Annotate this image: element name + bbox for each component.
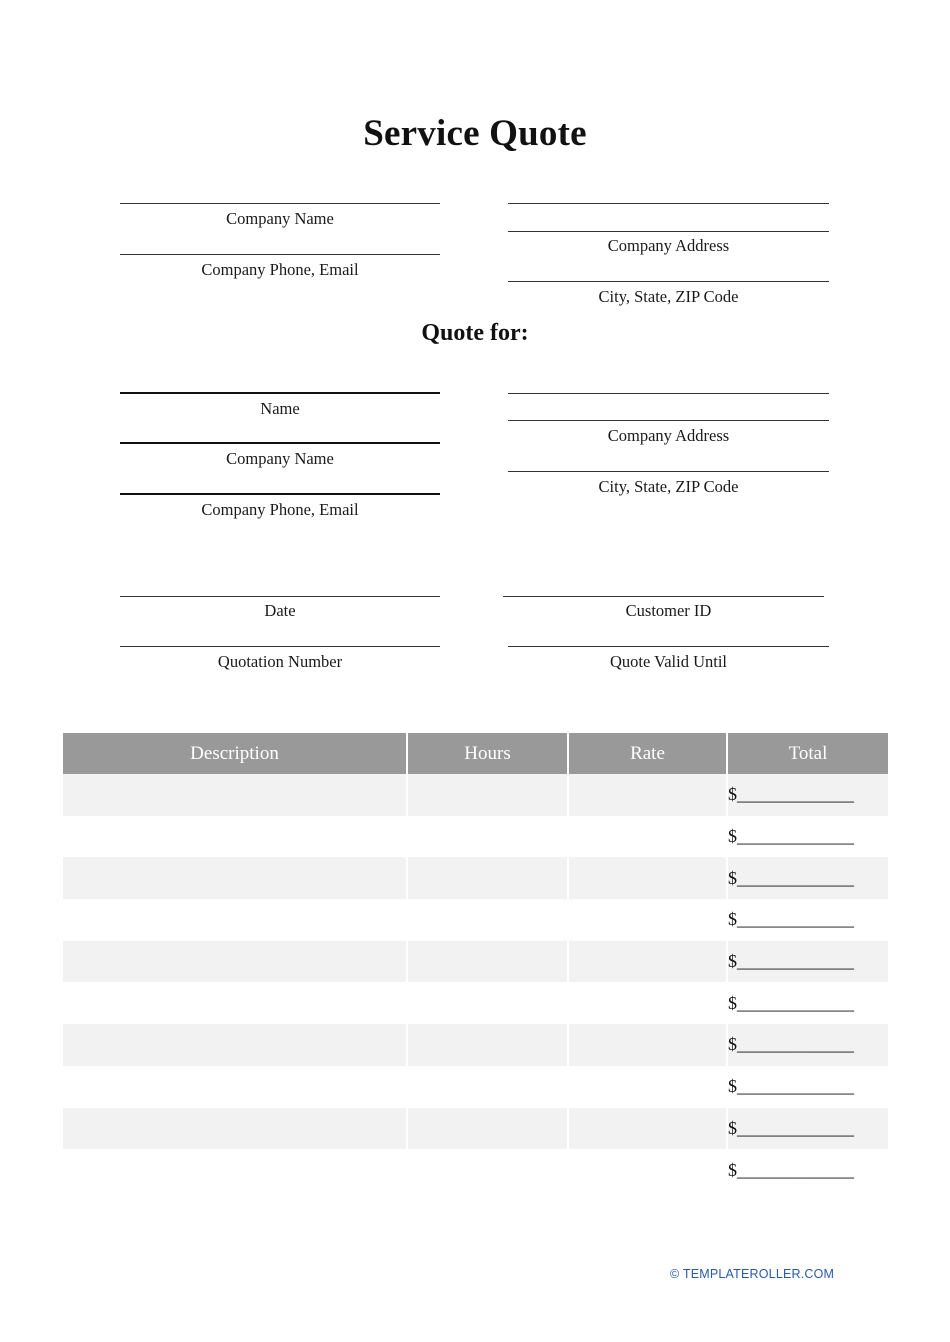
table-row bbox=[63, 1024, 888, 1066]
client-name-line[interactable] bbox=[120, 392, 440, 394]
header-rate: Rate bbox=[568, 733, 727, 774]
table-row bbox=[63, 1108, 888, 1150]
date-label: Date bbox=[264, 601, 296, 620]
customer-id-label: Customer ID bbox=[625, 601, 712, 620]
rate-cell[interactable] bbox=[568, 941, 727, 983]
total-cell[interactable]: $_____________ bbox=[728, 826, 854, 847]
company-name-label: Company Name bbox=[226, 209, 334, 228]
table-header-row bbox=[63, 733, 888, 774]
client-address-line-2[interactable] bbox=[508, 420, 829, 421]
rate-cell[interactable] bbox=[568, 774, 727, 816]
quotation-number-line[interactable] bbox=[120, 646, 440, 647]
total-cell[interactable]: $_____________ bbox=[727, 774, 888, 816]
table-row bbox=[63, 1066, 888, 1108]
total-cell[interactable]: $_____________ bbox=[727, 1108, 888, 1150]
customer-id-line[interactable] bbox=[503, 596, 824, 597]
company-phone-label: Company Phone, Email bbox=[201, 260, 359, 279]
table-row bbox=[63, 1149, 888, 1191]
header-hours: Hours bbox=[407, 733, 568, 774]
company-address-label: Company Address bbox=[607, 236, 730, 255]
company-city-line[interactable] bbox=[508, 281, 829, 282]
rate-cell[interactable] bbox=[568, 982, 727, 1024]
hours-cell[interactable] bbox=[407, 1108, 568, 1150]
header-total: Total bbox=[727, 733, 888, 774]
valid-until-label: Quote Valid Until bbox=[609, 652, 728, 671]
total-cell[interactable]: $_____________ bbox=[728, 909, 854, 930]
description-cell[interactable] bbox=[63, 816, 407, 858]
table-row bbox=[63, 816, 888, 858]
table-row bbox=[63, 941, 888, 983]
rate-cell[interactable] bbox=[568, 1108, 727, 1150]
client-phone-line[interactable] bbox=[120, 493, 440, 495]
description-cell[interactable] bbox=[63, 774, 407, 816]
hours-cell[interactable] bbox=[407, 774, 568, 816]
description-cell[interactable] bbox=[63, 1108, 407, 1150]
table-row bbox=[63, 982, 888, 1024]
total-cell[interactable]: $_____________ bbox=[727, 857, 888, 899]
client-name-label: Name bbox=[260, 399, 300, 418]
description-cell[interactable] bbox=[63, 1024, 407, 1066]
total-cell[interactable]: $_____________ bbox=[728, 1076, 854, 1097]
company-city-label: City, State, ZIP Code bbox=[598, 287, 739, 306]
description-cell[interactable] bbox=[63, 941, 407, 983]
total-cell[interactable]: $_____________ bbox=[727, 1024, 888, 1066]
date-line[interactable] bbox=[120, 596, 440, 597]
total-cell[interactable]: $_____________ bbox=[727, 941, 888, 983]
items-table bbox=[63, 733, 888, 1191]
client-city-label: City, State, ZIP Code bbox=[598, 477, 739, 496]
hours-cell[interactable] bbox=[407, 857, 568, 899]
hours-cell[interactable] bbox=[407, 1024, 568, 1066]
hours-cell[interactable] bbox=[407, 982, 568, 1024]
client-address-line-1[interactable] bbox=[508, 393, 829, 394]
client-company-label: Company Name bbox=[226, 449, 334, 468]
company-phone-line[interactable] bbox=[120, 254, 440, 255]
page-title: Service Quote bbox=[363, 113, 587, 154]
quote-for-heading: Quote for: bbox=[421, 320, 529, 346]
company-name-line[interactable] bbox=[120, 203, 440, 204]
table-row bbox=[63, 899, 888, 941]
table-row bbox=[63, 774, 888, 816]
rate-cell[interactable] bbox=[568, 816, 727, 858]
client-phone-label: Company Phone, Email bbox=[201, 500, 359, 519]
hours-cell[interactable] bbox=[407, 1066, 568, 1108]
rate-cell[interactable] bbox=[568, 899, 727, 941]
rate-cell[interactable] bbox=[568, 857, 727, 899]
rate-cell[interactable] bbox=[568, 1024, 727, 1066]
total-cell[interactable]: $_____________ bbox=[728, 992, 854, 1013]
quotation-number-label: Quotation Number bbox=[217, 652, 343, 671]
description-cell[interactable] bbox=[63, 899, 407, 941]
company-address-line-1[interactable] bbox=[508, 203, 829, 204]
footer-link[interactable]: © TEMPLATEROLLER.COM bbox=[670, 1267, 835, 1281]
description-cell[interactable] bbox=[63, 857, 407, 899]
hours-cell[interactable] bbox=[407, 1149, 568, 1191]
description-cell[interactable] bbox=[63, 982, 407, 1024]
header-description: Description bbox=[63, 733, 407, 774]
table-row bbox=[63, 857, 888, 899]
client-address-label: Company Address bbox=[607, 426, 730, 445]
valid-until-line[interactable] bbox=[508, 646, 829, 647]
company-address-line-2[interactable] bbox=[508, 231, 829, 232]
description-cell[interactable] bbox=[63, 1066, 407, 1108]
rate-cell[interactable] bbox=[568, 1149, 727, 1191]
rate-cell[interactable] bbox=[568, 1066, 727, 1108]
total-cell[interactable]: $_____________ bbox=[728, 1159, 854, 1180]
hours-cell[interactable] bbox=[407, 816, 568, 858]
client-city-line[interactable] bbox=[508, 471, 829, 472]
hours-cell[interactable] bbox=[407, 941, 568, 983]
client-company-line[interactable] bbox=[120, 442, 440, 444]
hours-cell[interactable] bbox=[407, 899, 568, 941]
description-cell[interactable] bbox=[63, 1149, 407, 1191]
